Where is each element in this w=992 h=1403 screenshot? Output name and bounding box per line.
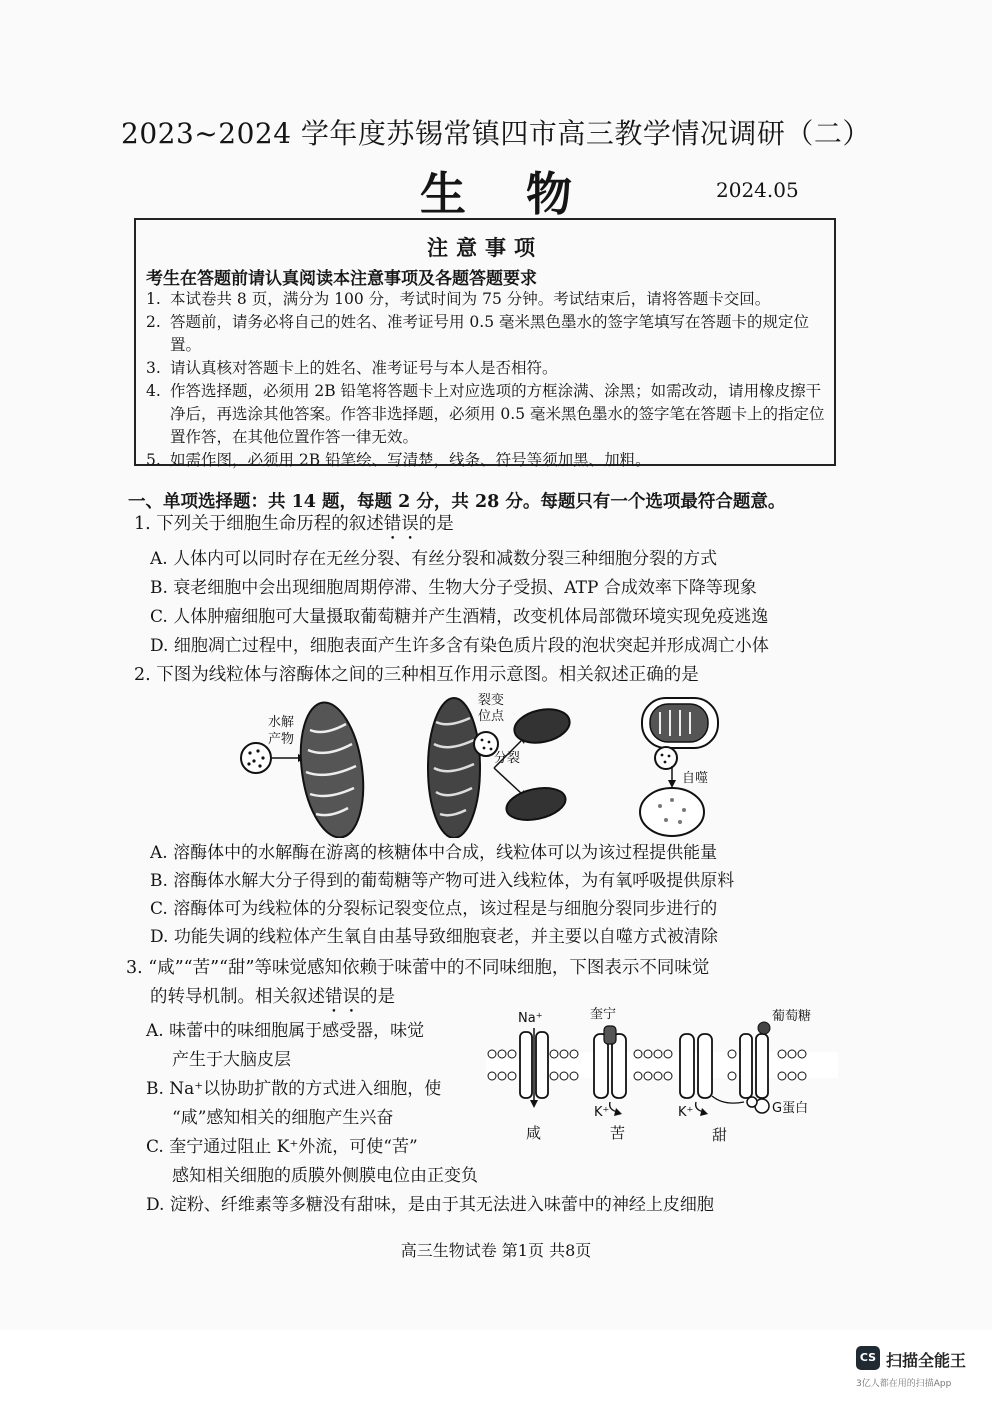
question-3-option-b-line-2: “咸”感知相关的细胞产生兴奋: [172, 1108, 394, 1128]
notice-list: [146, 288, 826, 472]
question-1-option-c: C. 人体肿瘤细胞可大量摄取葡萄糖并产生酒精，改变机体局部微环境实现免疫逃逸: [150, 607, 769, 627]
question-3-option-a-line-1: A. 味蕾中的味细胞属于感受器，味觉: [146, 1021, 425, 1041]
sodium-channel-icon: [520, 1028, 548, 1108]
question-2-stem: 2. 下图为线粒体与溶酶体之间的三种相互作用示意图。相关叙述正确的是: [134, 665, 699, 685]
camscanner-logo-icon: CS: [856, 1346, 880, 1370]
exam-date: 2024.05: [716, 178, 799, 202]
glucose-molecule-icon: [758, 1022, 770, 1034]
lysosome-icon: [655, 747, 677, 769]
question-3-option-c-line-2: 感知相关细胞的质膜外侧膜电位由正变负: [172, 1166, 478, 1186]
exam-title: 2023~2024 学年度苏锡常镇四市高三教学情况调研（二）: [121, 117, 871, 150]
question-2-option-d: D. 功能失调的线粒体产生氧自由基导致细胞衰老，并主要以自噬方式被清除: [150, 927, 718, 947]
label-salty: 咸: [526, 1124, 542, 1142]
taste-transduction-figure: [482, 1004, 844, 1144]
label-potassium-sweet: K⁺: [678, 1105, 694, 1120]
notice-item-number: 1.: [146, 290, 161, 308]
question-3-option-c-line-1: C. 奎宁通过阻止 K⁺外流，可使“苦”: [146, 1137, 418, 1157]
quinine-molecule-icon: [604, 1026, 616, 1044]
label-hydrolysis: 水解: [268, 715, 295, 730]
question-1-stem-text: 1. 下列关于细胞生命历程的叙述: [134, 514, 384, 534]
label-fission-site-2: 位点: [478, 709, 505, 724]
notice-item: [146, 380, 826, 449]
notice-item-text: 作答选择题，必须用 2B 铅笔将答题卡上对应选项的方框涂满、涂黑；如需改动，请用橡皮擦干净后，再选涂其他答案。作答非选择题，必须用 0.5 毫米黑色墨水的签字笔在答题卡上的指定位置作答，在其他位置作答一律无效。: [170, 382, 825, 446]
question-2-option-c: C. 溶酶体可为线粒体的分裂标记裂变位点，该过程是与细胞分裂同步进行的: [150, 899, 718, 919]
notice-item-text: 答题前，请务必将自己的姓名、准考证号用 0.5 毫米黑色墨水的签字笔填写在答题卡的规定位置。: [170, 313, 810, 354]
watermark-tagline: 3亿人都在用的扫描App: [856, 1379, 952, 1389]
label-fission: 分裂: [494, 751, 521, 766]
autolysosome-icon: [640, 788, 704, 836]
daughter-mitochondrion-icon: [504, 783, 569, 825]
figure-panel-fission: [428, 692, 573, 838]
question-1-stem: [134, 510, 454, 544]
lysosome-icon: [241, 743, 271, 773]
page-footer: 高三生物试卷 第1页 共8页: [400, 1241, 592, 1260]
question-3-stem-text: 的转导机制。相关叙述: [150, 987, 325, 1007]
label-sodium: Na⁺: [518, 1011, 543, 1026]
label-bitter: 苦: [610, 1124, 626, 1142]
question-2-option-b: B. 溶酶体水解大分子得到的葡萄糖等产物可进入线粒体，为有氧呼吸提供原料: [150, 871, 735, 891]
question-1-option-b: B. 衰老细胞中会出现细胞周期停滞、生物大分子受损、ATP 合成效率下降等现象: [150, 578, 757, 598]
mitochondria-lysosome-figure: [232, 690, 742, 838]
question-1-stem-end: 的是: [418, 514, 454, 534]
notice-item-text: 如需作图，必须用 2B 铅笔绘、写清楚，线条、符号等须加黑、加粗。: [170, 451, 651, 469]
question-3-option-d: D. 淀粉、纤维素等多糖没有甜味，是由于其无法进入味蕾中的神经上皮细胞: [146, 1195, 714, 1215]
notice-item-text: 本试卷共 8 页，满分为 100 分，考试时间为 75 分钟。考试结束后，请将答题卡交回。: [170, 290, 771, 308]
scanner-watermark: [856, 1346, 986, 1392]
section-title: 一、单项选择题：共 14 题，每题 2 分，共 28 分。每题只有一个选项最符合题意。: [128, 492, 786, 512]
question-1-option-a: A. 人体内可以同时存在无丝分裂、有丝分裂和减数分裂三种细胞分裂的方式: [150, 549, 718, 569]
question-2-option-a: A. 溶酶体中的水解酶在游离的核糖体中合成，线粒体可以为该过程提供能量: [150, 843, 718, 863]
label-sweet: 甜: [712, 1126, 728, 1144]
question-3-stem-line-1: 3. “咸”“苦”“甜”等味觉感知依赖于味蕾中的不同味细胞，下图表示不同味觉: [126, 958, 710, 978]
question-1-option-d: D. 细胞凋亡过程中，细胞表面产生许多含有染色质片段的泡状突起并形成凋亡小体: [150, 636, 769, 656]
notice-item-number: 4.: [146, 382, 161, 400]
notice-item-text: 请认真核对答题卡上的姓名、准考证号与本人是否相符。: [170, 359, 558, 377]
label-fission-site-1: 裂变: [478, 693, 505, 708]
subject-title: 生物: [420, 167, 632, 221]
notice-item-number: 2.: [146, 313, 161, 331]
question-3-stem-end: 的是: [360, 987, 395, 1007]
label-glucose: 葡萄糖: [772, 1009, 812, 1024]
notice-heading: 考生在答题前请认真阅读本注意事项及各题答题要求: [146, 269, 537, 289]
notice-box: [134, 218, 836, 469]
label-autophagy: 自噬: [682, 771, 709, 786]
notice-item-number: 5.: [146, 451, 161, 469]
label-potassium-bitter: K⁺: [594, 1105, 610, 1120]
question-3-option-a-line-2: 产生于大脑皮层: [172, 1050, 291, 1070]
notice-item: [146, 288, 826, 311]
figure-panel-autophagy: [640, 698, 718, 836]
question-3-stem-line-2: [150, 983, 395, 1017]
label-product: 产物: [268, 732, 295, 747]
mitochondrion-icon: [293, 698, 371, 838]
label-quinine: 奎宁: [590, 1007, 617, 1022]
notice-item-number: 3.: [146, 359, 161, 377]
question-3-option-b-line-1: B. Na⁺以协助扩散的方式进入细胞，使: [146, 1079, 442, 1099]
figure-panel-hydrolysis: [241, 698, 371, 838]
label-g-protein: G蛋白: [772, 1101, 809, 1116]
watermark-app-name: 扫描全能王: [886, 1351, 967, 1370]
notice-title: 注意事项: [427, 235, 543, 260]
notice-item: [146, 357, 826, 380]
notice-item: [146, 311, 826, 357]
question-3-emphasis: 错误: [325, 987, 360, 1007]
question-1-emphasis: 错误: [383, 514, 419, 534]
notice-item: [146, 449, 826, 472]
